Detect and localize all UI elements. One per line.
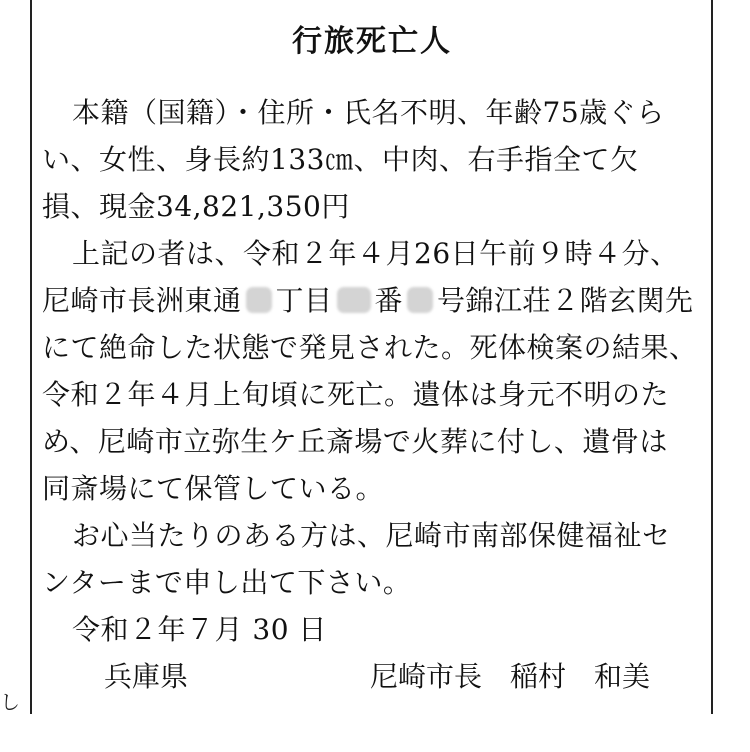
circumstances-line-2 (42, 277, 702, 324)
frame-right-border (711, 0, 713, 714)
redacted-block-ban (337, 287, 371, 313)
description-line-3: 損、現金34,821,350円 (42, 190, 350, 223)
address-part-street: 尼崎市長洲東通 (42, 284, 242, 317)
adjacent-column-fragment: し (0, 690, 20, 714)
signature-mayor: 尼崎市長 稲村 和美 (370, 660, 651, 693)
address-part-building: 号錦江荘２階玄関先 (437, 284, 694, 317)
contact-line-1: お心当たりのある方は、尼崎市南部保健福祉セ (72, 519, 671, 552)
address-part-chome: 丁目 (275, 284, 333, 317)
signature-line (42, 653, 702, 700)
notice-date: 令和２年７月 30 日 (72, 613, 327, 646)
circumstances-line-5: め、尼崎市立弥生ケ丘斎場で火葬に付し、遺骨は (42, 425, 668, 458)
circumstances-line-1: 上記の者は、令和２年４月26日午前９時４分、 (72, 237, 679, 270)
paragraph-contact (42, 512, 702, 606)
description-line-2: い、女性、身長約133㎝、中肉、右手指全て欠 (42, 143, 639, 176)
circumstances-line-3: にて絶命した状態で発見された。死体検案の結果、 (42, 331, 698, 364)
notice-body (42, 18, 702, 700)
circumstances-line-4: 令和２年４月上旬頃に死亡。遺体は身元不明のた (42, 378, 670, 411)
paragraph-circumstances (42, 230, 702, 512)
circumstances-line-6: 同斎場にて保管している。 (42, 472, 385, 505)
notice-title: 行旅死亡人 (292, 24, 452, 59)
redacted-block-go (407, 287, 433, 313)
frame-left-border (30, 0, 32, 714)
address-part-ban: 番 (374, 284, 404, 317)
paragraph-description (42, 89, 702, 230)
description-line-1: 本籍（国籍）・住所・氏名不明、年齢75歳ぐら (72, 96, 665, 129)
contact-line-2: ンターまで申し出て下さい。 (42, 566, 412, 599)
redacted-block-chome (246, 287, 272, 313)
signature-prefecture: 兵庫県 (104, 660, 189, 693)
